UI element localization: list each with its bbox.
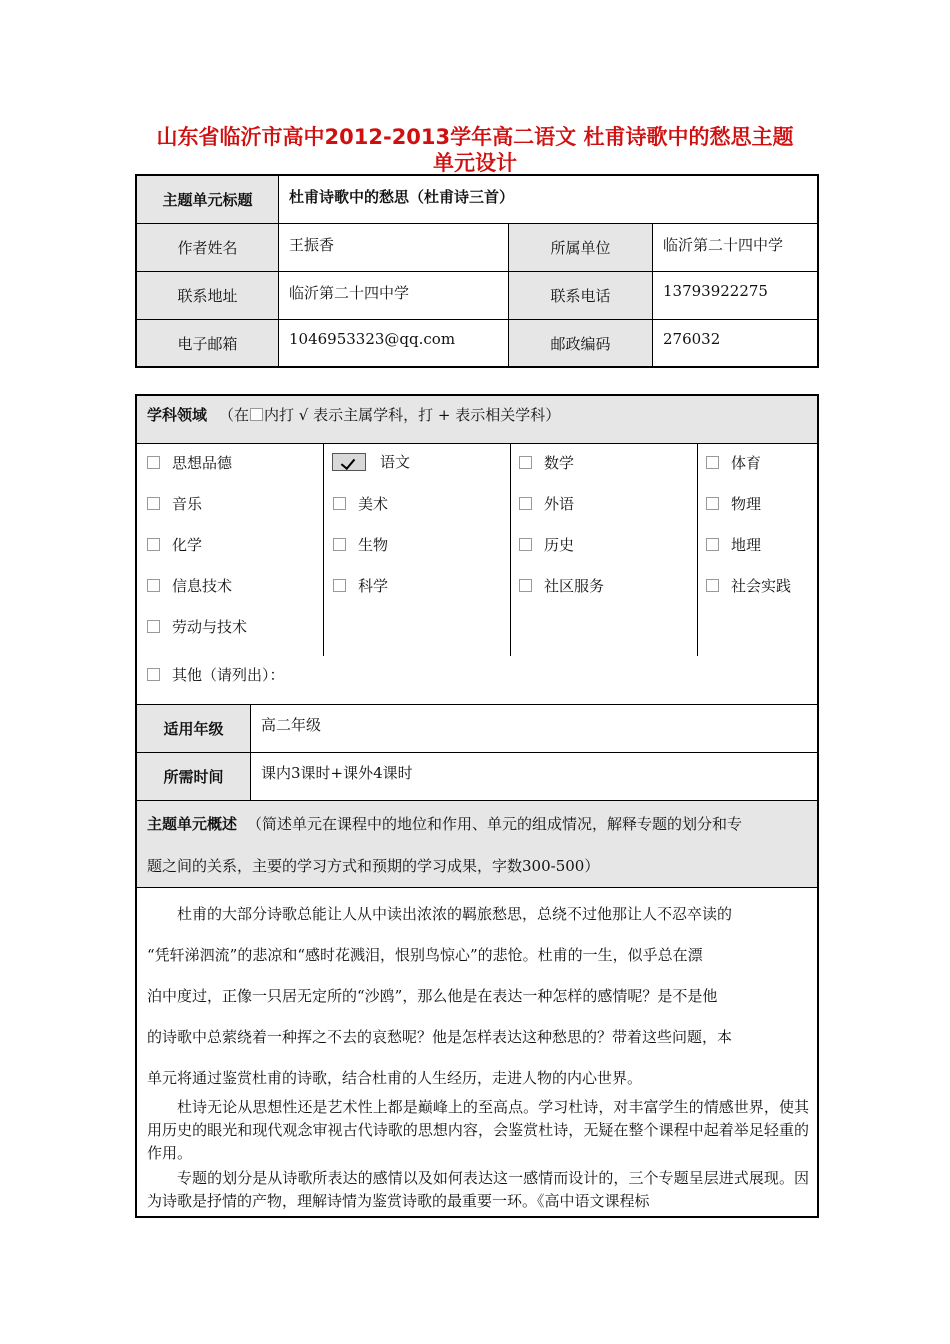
email-label: 电子邮箱 xyxy=(137,320,279,366)
checkbox-icon[interactable] xyxy=(147,579,160,592)
checkbox-icon[interactable] xyxy=(519,497,532,510)
subject-header-note-a: （在 xyxy=(219,406,250,424)
subject-item-other[interactable]: 其他（请列出）： xyxy=(147,664,285,685)
overview-note-line2: 题之间的关系，主要的学习方式和预期的学习成果，字数300-500） xyxy=(147,857,600,875)
checkbox-icon[interactable] xyxy=(706,456,719,469)
email-value: 1046953323@qq.com xyxy=(279,320,509,366)
overview-paragraph-2: 杜诗无论从思想性还是艺术性上都是巅峰上的至高点。学习杜诗，对丰富学生的情感世界，使其用历史的眼光和现代观念审视古代诗歌的思想内容，会鉴赏杜诗，无疑在整个课程中起着举足轻重的作用。 xyxy=(147,1098,809,1162)
phone-value: 13793922275 xyxy=(653,272,819,320)
unit-label: 所属单位 xyxy=(509,224,653,272)
column-divider xyxy=(323,444,324,656)
checkbox-icon[interactable] xyxy=(706,579,719,592)
checkbox-icon[interactable] xyxy=(147,620,160,633)
subject-item[interactable]: 劳动与技术 xyxy=(147,616,247,637)
subject-item[interactable]: 生物 xyxy=(333,534,388,555)
subject-header-title: 学科领域 xyxy=(147,406,208,424)
checkbox-icon xyxy=(250,408,263,421)
grade-label: 适用年级 xyxy=(137,705,251,752)
subject-item[interactable]: 社会实践 xyxy=(706,575,791,596)
subject-item[interactable]: 外语 xyxy=(519,493,574,514)
subject-table xyxy=(135,394,819,1218)
checkbox-icon[interactable] xyxy=(147,668,160,681)
divider xyxy=(137,887,817,888)
time-label: 所需时间 xyxy=(137,753,251,800)
subject-item[interactable]: 体育 xyxy=(706,452,761,473)
checkmark-icon[interactable] xyxy=(332,453,366,471)
checkbox-icon[interactable] xyxy=(333,497,346,510)
overview-title: 主题单元概述 xyxy=(147,815,238,833)
column-divider xyxy=(697,444,698,656)
subject-item[interactable]: 科学 xyxy=(333,575,388,596)
checkbox-icon[interactable] xyxy=(333,538,346,551)
overview-note-line1: （简述单元在课程中的地位和作用、单元的组成情况，解释专题的划分和专 xyxy=(247,815,743,833)
divider xyxy=(137,443,817,444)
checkbox-icon[interactable] xyxy=(706,497,719,510)
address-value: 临沂第二十四中学 xyxy=(279,272,509,320)
subject-item[interactable]: 信息技术 xyxy=(147,575,232,596)
checkbox-icon[interactable] xyxy=(147,456,160,469)
checkbox-icon[interactable] xyxy=(519,579,532,592)
subject-item[interactable]: 音乐 xyxy=(147,493,202,514)
subject-item[interactable]: 历史 xyxy=(519,534,574,555)
info-table xyxy=(135,174,819,368)
time-value: 课内3课时+课外4课时 xyxy=(261,764,413,782)
subject-item[interactable]: 地理 xyxy=(706,534,761,555)
subject-header xyxy=(137,396,817,443)
postcode-label: 邮政编码 xyxy=(509,320,653,366)
overview-paragraph-1: 杜甫的大部分诗歌总能让人从中读出浓浓的羁旅愁思，总绕不过他那让人不忍卒读的 “凭轩涕泗流”的悲凉和“感时花溅泪，恨别鸟惊心”的悲怆。杜甫的一生，似乎总在漂 泊中度过，正像一只居无定所的“沙鸥”，那么他是在表达一种怎样的感情呢？是不是他 的诗歌中总萦绕着一种挥之不去的哀愁呢？他是怎样表达这种愁思的？带着这些问题，本 单元将通过鉴赏杜甫的诗歌，结合杜甫的人生经历，走进人物的内心世界。 xyxy=(147,905,733,1087)
column-divider xyxy=(510,444,511,656)
address-label: 联系地址 xyxy=(137,272,279,320)
postcode-value: 276032 xyxy=(663,330,721,348)
grade-value: 高二年级 xyxy=(261,716,322,734)
subject-item[interactable]: 化学 xyxy=(147,534,202,555)
document-title-line1: 山东省临沂市高中2012-2013学年高二语文 杜甫诗歌中的愁思主题 xyxy=(156,125,794,149)
subject-item[interactable]: 思想品德 xyxy=(147,452,232,473)
overview-header xyxy=(137,801,817,887)
checkbox-icon[interactable] xyxy=(519,538,532,551)
subject-item[interactable]: 社区服务 xyxy=(519,575,604,596)
checkbox-icon[interactable] xyxy=(333,579,346,592)
document-title-line2: 单元设计 xyxy=(433,151,517,175)
topic-value: 杜甫诗歌中的愁思（杜甫诗三首） xyxy=(279,176,819,224)
unit-value: 临沂第二十四中学 xyxy=(653,224,819,272)
checkbox-icon[interactable] xyxy=(706,538,719,551)
subject-item[interactable]: 物理 xyxy=(706,493,761,514)
checkbox-icon[interactable] xyxy=(519,456,532,469)
subject-item[interactable]: 数学 xyxy=(519,452,574,473)
checkbox-icon[interactable] xyxy=(147,497,160,510)
phone-label: 联系电话 xyxy=(509,272,653,320)
checkbox-icon[interactable] xyxy=(147,538,160,551)
author-value: 王振香 xyxy=(279,224,509,272)
subject-item-checked[interactable]: 语文 xyxy=(332,451,410,472)
author-label: 作者姓名 xyxy=(137,224,279,272)
topic-label: 主题单元标题 xyxy=(137,176,279,224)
subject-item[interactable]: 美术 xyxy=(333,493,388,514)
subject-header-note-b: 内打 √ 表示主属学科，打 + 表示相关学科） xyxy=(264,406,561,424)
overview-paragraph-3: 专题的划分是从诗歌所表达的感情以及如何表达这一感情而设计的，三个专题呈层进式展现。因为诗歌是抒情的产物，理解诗情为鉴赏诗歌的最重要一环。《高中语文课程标 xyxy=(147,1169,809,1210)
